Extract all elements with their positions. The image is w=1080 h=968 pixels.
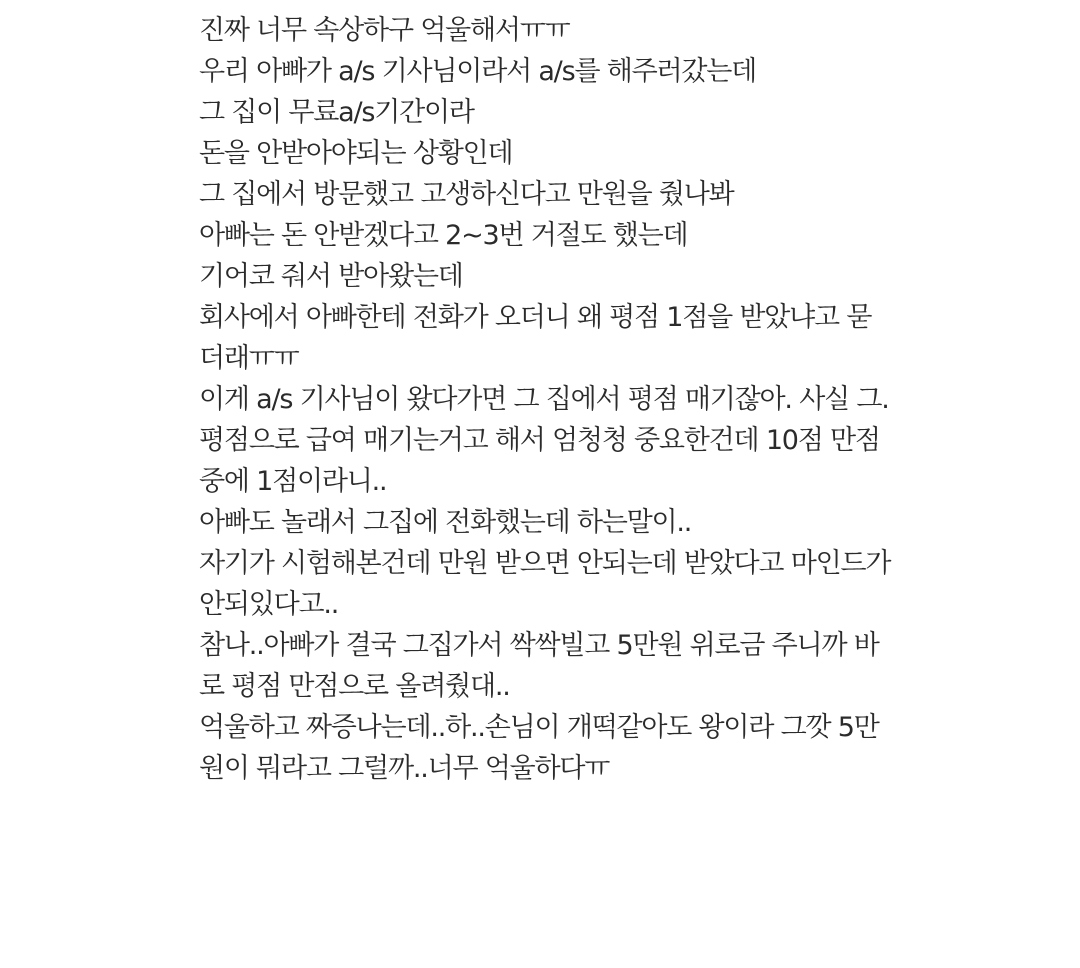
post-line-3: 그 집이 무료a/s기간이라: [199, 97, 474, 128]
post-line-17: 로 평점 만점으로 올려줬대..: [199, 671, 510, 702]
post-line-18: 억울하고 짜증나는데..하..손님이 개떡같아도 왕이라 그깟 5만: [199, 712, 879, 743]
post-line-14: 자기가 시험해본건데 만원 받으면 안되는데 받았다고 마인드가: [199, 548, 891, 579]
post-line-12: 중에 1점이라니..: [199, 466, 387, 497]
post-line-11: 평점으로 급여 매기는거고 해서 엄청청 중요한건데 10점 만점: [199, 425, 880, 456]
post-line-13: 아빠도 놀래서 그집에 전화했는데 하는말이..: [199, 507, 692, 538]
post-line-10: 이게 a/s 기사님이 왔다가면 그 집에서 평점 매기잖아. 사실 그.: [199, 384, 889, 415]
post-line-5: 그 집에서 방문했고 고생하신다고 만원을 줬나봐: [199, 179, 734, 210]
post-line-7: 기어코 줘서 받아왔는데: [199, 261, 463, 292]
post-line-16: 참나..아빠가 결국 그집가서 싹싹빌고 5만원 위로금 주니까 바: [199, 630, 879, 661]
post-line-8: 회사에서 아빠한테 전화가 오더니 왜 평점 1점을 받았냐고 묻: [199, 302, 872, 333]
post-line-6: 아빠는 돈 안받겠다고 2~3번 거절도 했는데: [199, 220, 688, 251]
post-body: [199, 10, 1059, 789]
post-line-19: 원이 뭐라고 그럴까..너무 억울하다ㅠ: [199, 753, 610, 784]
post-line-4: 돈을 안받아야되는 상황인데: [199, 138, 513, 169]
post-line-1: 진짜 너무 속상하구 억울해서ㅠㅠ: [199, 15, 570, 46]
post-line-2: 우리 아빠가 a/s 기사님이라서 a/s를 해주러갔는데: [199, 56, 757, 87]
post-line-9: 더래ㅠㅠ: [199, 343, 299, 374]
post-line-15: 안되있다고..: [199, 589, 339, 620]
